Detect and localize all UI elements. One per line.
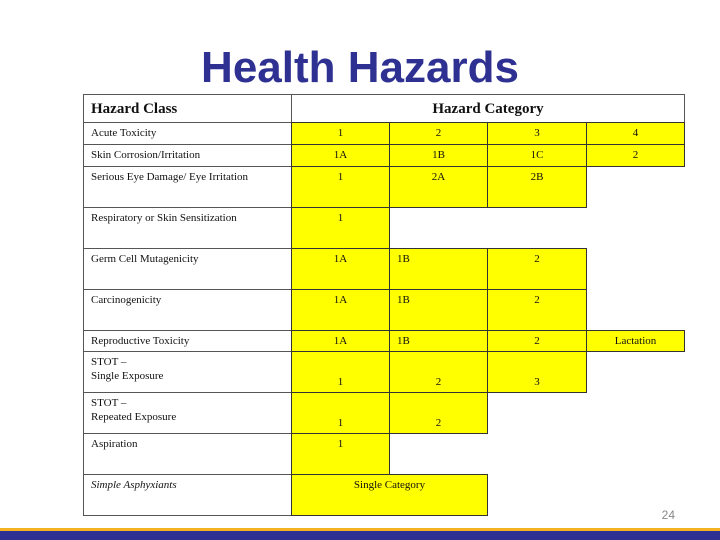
category-cell: 2 bbox=[389, 392, 488, 434]
hazard-class-line2: Repeated Exposure bbox=[91, 411, 177, 423]
category-cell: 1A bbox=[291, 330, 390, 352]
category-cell: 1A bbox=[291, 289, 390, 331]
hazard-class-cell: Serious Eye Damage/ Eye Irritation bbox=[83, 166, 292, 208]
category-cell: 1 bbox=[291, 122, 390, 145]
category-cell: 2B bbox=[487, 166, 587, 208]
hazard-class-cell: Reproductive Toxicity bbox=[83, 330, 292, 352]
category-cell: 3 bbox=[487, 122, 587, 145]
category-cell: Single Category bbox=[291, 474, 488, 516]
hazard-class-cell: Simple Asphyxiants bbox=[83, 474, 292, 516]
category-cell: 2 bbox=[389, 351, 488, 393]
category-cell: 1B bbox=[389, 144, 488, 167]
category-cell: 2 bbox=[389, 122, 488, 145]
category-cell: 2 bbox=[487, 289, 587, 331]
category-cell: 1B bbox=[389, 289, 488, 331]
page-number: 24 bbox=[661, 508, 675, 522]
header-hazard-category: Hazard Category bbox=[291, 94, 685, 123]
category-cell: 2 bbox=[487, 248, 587, 290]
category-cell: 1 bbox=[291, 166, 390, 208]
category-cell: 2 bbox=[586, 144, 685, 167]
hazard-class-line2: Single Exposure bbox=[91, 370, 164, 382]
hazard-class-cell: Respiratory or Skin Sensitization bbox=[83, 207, 292, 249]
category-cell: 1 bbox=[291, 351, 390, 393]
header-hazard-class: Hazard Class bbox=[83, 94, 292, 123]
category-cell: 1 bbox=[291, 433, 390, 475]
category-cell: 2A bbox=[389, 166, 488, 208]
category-cell: 2 bbox=[487, 330, 587, 352]
category-cell: 4 bbox=[586, 122, 685, 145]
hazard-class-cell: Carcinogenicity bbox=[83, 289, 292, 331]
hazard-class-cell: Skin Corrosion/Irritation bbox=[83, 144, 292, 167]
category-cell: 1 bbox=[291, 207, 390, 249]
category-cell: 1B bbox=[389, 248, 488, 290]
category-cell: 1B bbox=[389, 330, 488, 352]
footer-band bbox=[0, 531, 720, 540]
hazard-class-cell bbox=[83, 351, 292, 393]
category-cell: 1A bbox=[291, 248, 390, 290]
category-cell: 1A bbox=[291, 144, 390, 167]
category-cell: 1 bbox=[291, 392, 390, 434]
category-cell: 3 bbox=[487, 351, 587, 393]
category-cell: 1C bbox=[487, 144, 587, 167]
hazard-class-cell: Acute Toxicity bbox=[83, 122, 292, 145]
hazard-class-cell: Germ Cell Mutagenicity bbox=[83, 248, 292, 290]
category-cell: Lactation bbox=[586, 330, 685, 352]
hazard-class-cell bbox=[83, 392, 292, 434]
hazard-class-line1: STOT – bbox=[91, 397, 127, 409]
slide-title: Health Hazards bbox=[201, 43, 519, 92]
hazard-class-cell: Aspiration bbox=[83, 433, 292, 475]
hazard-class-line1: STOT – bbox=[91, 356, 127, 368]
